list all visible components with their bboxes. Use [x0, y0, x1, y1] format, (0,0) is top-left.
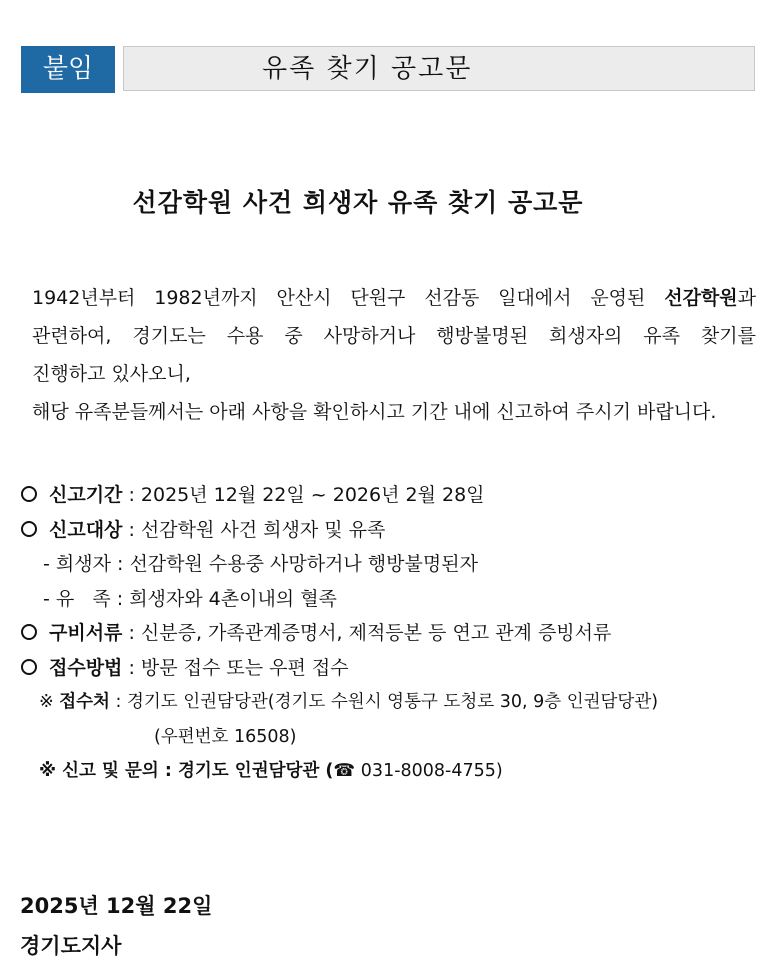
method-value: : 방문 접수 또는 우편 접수: [122, 656, 349, 679]
office-row: [21, 687, 761, 722]
contact-row: [21, 756, 761, 791]
circle-bullet-icon: [21, 624, 37, 640]
circle-bullet-icon: [21, 521, 37, 537]
family-row: - 유 족 : 희생자와 4촌이내의 혈족: [43, 587, 337, 610]
intro-line-2: 관련하여, 경기도는 수용 중 사망하거나 행방불명된 희생자의 유족 찾기를: [32, 325, 756, 347]
period-value: : 2025년 12월 22일 ~ 2026년 2월 28일: [122, 484, 485, 506]
method-label: 접수방법: [49, 656, 123, 679]
victim-row: - 희생자 : 선감학원 수용중 사망하거나 행방불명된자: [43, 553, 478, 575]
period-row: [21, 480, 761, 515]
issue-date: 2025년 12월 22일: [20, 894, 213, 918]
intro-line-1: [32, 283, 756, 321]
documents-value: : 신분증, 가족관계증명서, 제적등본 등 연고 관계 증빙서류: [122, 622, 612, 644]
attachment-tag: 붙임: [21, 46, 115, 93]
header: [21, 46, 755, 93]
circle-bullet-icon: [21, 486, 37, 502]
header-title: 유족 찾기 공고문: [123, 46, 755, 91]
target-value: : 선감학원 사건 희생자 및 유족: [122, 518, 386, 541]
office-value: : 경기도 인권담당관(경기도 수원시 영통구 도청로 30, 9층 인권담당관): [109, 692, 659, 712]
intro-line-3: 진행하고 있사오니,: [32, 363, 191, 385]
documents-label: 구비서류: [49, 622, 123, 644]
intro-line-1-suffix: 과: [737, 287, 756, 309]
intro-paragraph: [32, 283, 756, 435]
target-row: [21, 515, 761, 550]
document-title: 선감학원 사건 희생자 유족 찾기 공고문: [132, 188, 584, 217]
phone-icon: ☎: [333, 761, 356, 781]
contact-phone: 031-8008-4755): [355, 761, 503, 781]
documents-row: [21, 618, 761, 653]
circle-bullet-icon: [21, 659, 37, 675]
target-label: 신고대상: [49, 518, 123, 541]
postal-row: (우편번호 16508): [154, 726, 297, 747]
office-label: 접수처: [59, 692, 110, 712]
intro-highlight: 선감학원: [664, 287, 738, 309]
intro-line-1-text: 1942년부터 1982년까지 안산시 단원구 선감동 일대에서 운영된: [32, 287, 665, 309]
issuer: 경기도지사: [20, 934, 122, 958]
details-list: [21, 480, 761, 791]
footer: [20, 888, 212, 968]
method-row: [21, 653, 761, 688]
reference-mark: ※: [39, 692, 60, 712]
period-label: 신고기간: [49, 484, 123, 506]
contact-label: ※ 신고 및 문의 : 경기도 인권담당관 (: [39, 761, 334, 781]
intro-line-4: 해당 유족분들께서는 아래 사항을 확인하시고 기간 내에 신고하여 주시기 바랍니다.: [32, 401, 717, 423]
